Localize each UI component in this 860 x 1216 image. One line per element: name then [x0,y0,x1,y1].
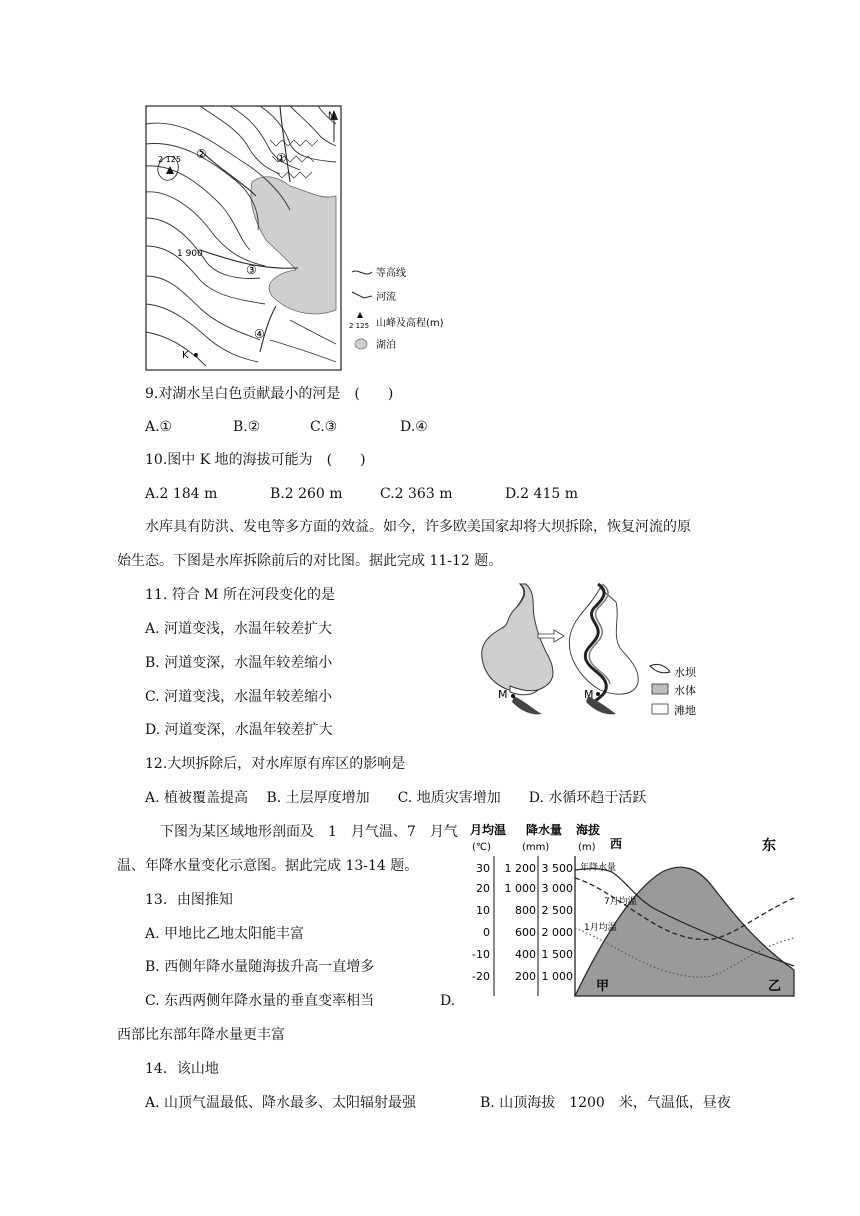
q10-stem: 10.图中 K 地的海拔可能为 ( ) [145,452,366,468]
water-legend-icon [652,684,668,694]
unit-elev: (m) [578,842,596,853]
temp-tick-4: -10 [472,948,490,961]
legend-lake: 湖泊 [376,340,396,351]
label-jan-temp: 1月均温 [584,923,617,933]
legend-water: 水体 [674,684,696,697]
header-temp: 月均温 [470,823,507,837]
intro2-line1: 下图为某区域地形剖面及 1 月气温、7 月气 [160,824,458,840]
q9-option-b: B.② [233,419,261,435]
q13-stem: 13．由图推知 [145,892,233,908]
q10-option-c: C.2 363 m [380,486,453,502]
q14-stem: 14．该山地 [145,1061,219,1077]
terrain-profile-chart [462,820,800,1002]
q9-option-c: C.③ [310,419,338,435]
q12-stem: 12.大坝拆除后，对水库原有库区的影响是 [145,756,406,772]
north-label: N [328,111,335,121]
q9-stem: 9.对湖水呈白色贡献最小的河是 ( ) [145,386,394,402]
precip-tick-4: 400 [515,948,536,961]
q11-stem: 11. 符合 M 所在河段变化的是 [145,587,335,603]
q11-option-b: B. 河道变深，水温年较差缩小 [145,655,333,671]
label-july-temp: 7月均温 [604,897,637,907]
q11-option-d: D. 河道变深，水温年较差扩大 [145,722,333,738]
q10-option-a: A.2 184 m [145,486,218,502]
east-label: 东 [762,838,776,854]
elev-tick-0: 3 500 [541,862,573,875]
elev-tick-3: 2 000 [541,926,573,939]
precip-tick-0: 1 200 [504,862,536,875]
q10-option-d: D.2 415 m [505,486,578,502]
dam-removal-figure [470,578,740,728]
elev-tick-2: 2 500 [541,904,573,917]
river-label-4: ④ [254,327,265,341]
river-label-2: ② [196,147,207,161]
west-label: 西 [610,837,623,851]
legend-beach: 滩地 [674,704,696,717]
temp-tick-5: -20 [472,970,490,983]
q13-option-c: C. 东西两侧年降水量的垂直变率相当 [145,993,375,1009]
elev-tick-1: 3 000 [541,882,573,895]
precip-tick-1: 1 000 [504,882,536,895]
river-label-3: ③ [246,263,257,277]
label-annual-precip: 年降水量 [580,863,617,873]
contour-legend-icon [352,271,372,274]
elev-tick-5: 1 000 [541,970,573,983]
q10-option-b: B.2 260 m [270,486,343,502]
unit-temp: (℃) [472,842,492,853]
precip-tick-2: 800 [515,904,536,917]
peak-elevation: 2 125 [158,155,181,164]
header-precip: 降水量 [526,823,563,837]
header-elev: 海拔 [576,823,601,837]
topographic-map [140,100,460,375]
q14-option-a: A. 山顶气温最低、降水最多、太阳辐射最强 [145,1095,417,1111]
point-k-label: K [182,350,189,361]
intro1-line1: 水库具有防洪、发电等多方面的效益。如今，许多欧美国家却将大坝拆除，恢复河流的原 [145,519,691,535]
dam-legend-icon [650,664,670,672]
site-yi: 乙 [768,979,782,994]
dam-m-after: M [584,688,594,701]
q9-option-d: D.④ [400,419,428,435]
temp-tick-0: 30 [476,862,490,875]
precip-tick-5: 200 [515,970,536,983]
lake-legend-icon [355,339,367,349]
q9-option-a: A.① [145,419,173,435]
q14-option-b: B. 山顶海拔 1200 米，气温低，昼夜 [480,1095,731,1111]
precip-tick-3: 600 [515,926,536,939]
q13-option-b: B. 西侧年降水量随海拔升高一直增多 [145,959,375,975]
contour-label-1900: 1 900 [177,249,203,259]
point-k-marker [194,353,198,357]
intro1-line2: 始生态。下图是水库拆除前后的对比图。据此完成 11-12 题。 [117,553,503,569]
legend-peak-elev: 2 125 [349,322,370,330]
temp-tick-1: 20 [476,882,490,895]
legend-river: 河流 [376,292,396,303]
q12-options: A. 植被覆盖提高 B. 土层厚度增加 C. 地质灾害增加 D. 水循环趋于活跃 [145,790,647,806]
river-legend-icon [352,292,372,298]
unit-precip: (mm) [522,842,550,853]
intro2-line2: 温、年降水量变化示意图。据此完成 13-14 题。 [117,858,419,874]
legend-dam: 水坝 [674,666,696,679]
q11-option-c: C. 河道变浅，水温年较差缩小 [145,689,333,705]
dam-m-before: M [498,688,508,701]
elev-tick-4: 1 500 [541,948,573,961]
q13-option-d-text: 西部比东部年降水量更丰富 [117,1027,285,1043]
legend-contour: 等高线 [376,268,406,279]
legend-peak: 山峰及高程(m) [376,318,444,329]
q11-option-a: A. 河道变浅，水温年较差扩大 [145,621,333,637]
river-label-1: ① [276,151,287,165]
peak-legend-icon [357,312,363,318]
temp-tick-2: 10 [476,904,490,917]
site-jia: 甲 [596,979,610,994]
q13-option-d-letter: D. [440,993,456,1009]
beach-legend-icon [652,704,668,714]
temp-tick-3: 0 [483,926,490,939]
q13-option-a: A. 甲地比乙地太阳能丰富 [145,926,305,942]
